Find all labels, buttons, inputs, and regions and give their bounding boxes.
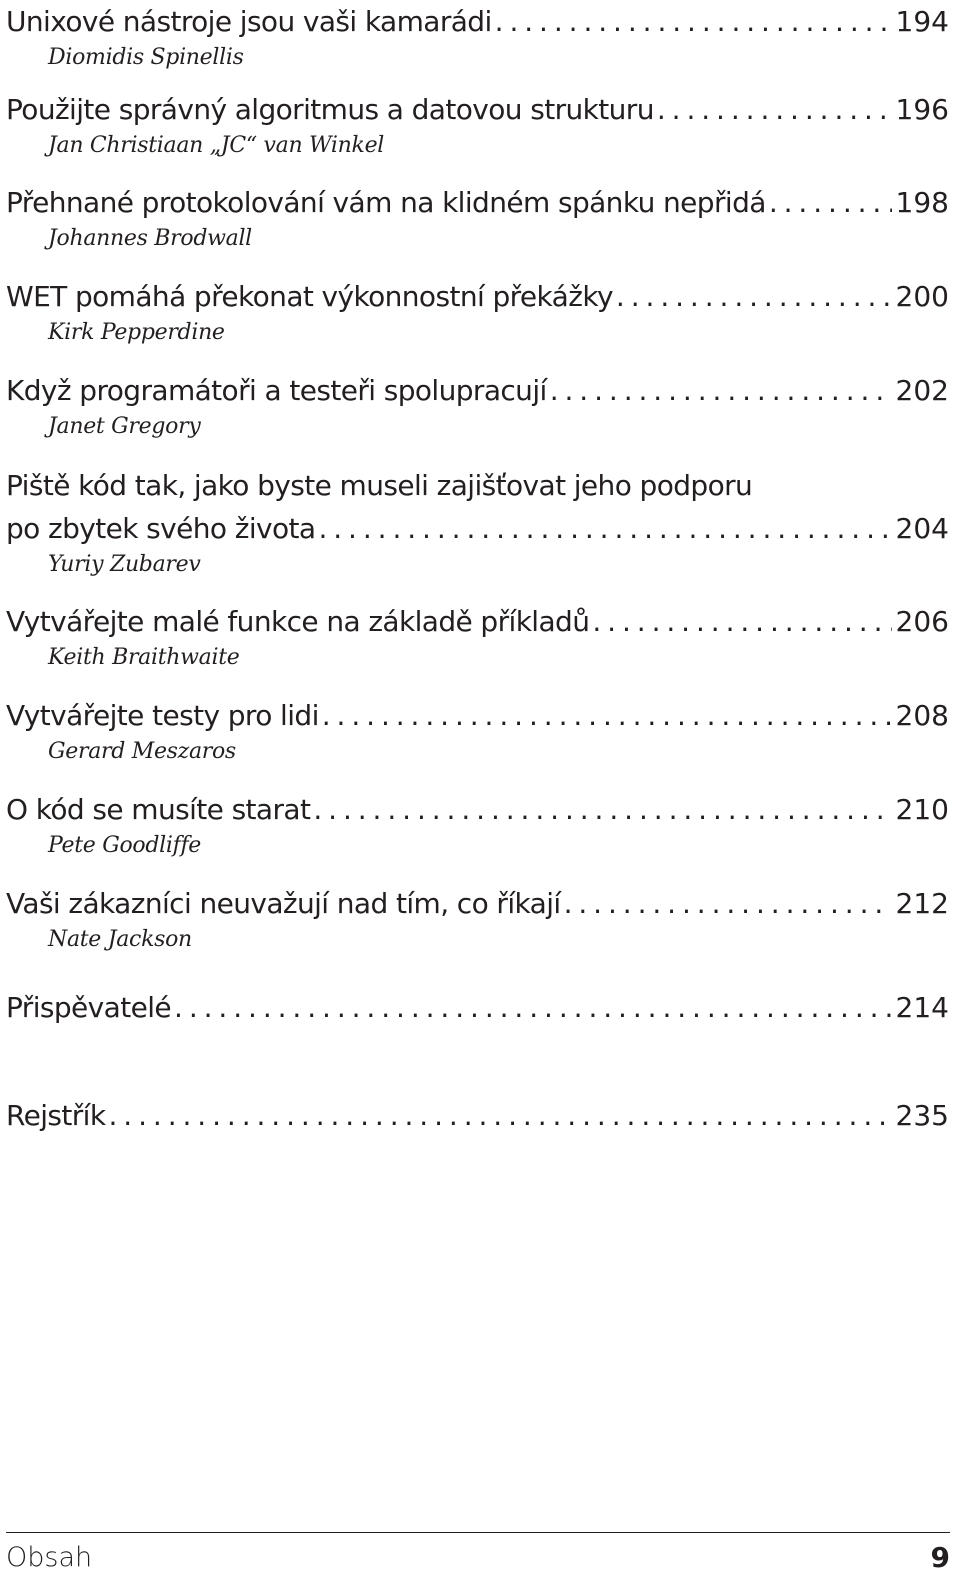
toc-page-number: 208	[895, 699, 949, 732]
toc-entry[interactable]	[6, 369, 949, 442]
footer-section-label: Obsah	[6, 1542, 93, 1573]
toc-page-number: 194	[895, 5, 949, 38]
toc-title-line	[6, 882, 949, 925]
toc-leader-dots	[564, 882, 892, 925]
toc-leader-dots	[550, 369, 892, 412]
toc-author: Janet Gregory	[48, 414, 201, 439]
toc-title: Unixové nástroje jsou vaši kamarádi	[6, 5, 492, 38]
toc-entry[interactable]	[6, 275, 949, 348]
toc-page-number: 212	[895, 887, 949, 920]
toc-title-line	[6, 275, 949, 318]
toc-title-line	[6, 0, 949, 43]
toc-entry[interactable]	[6, 882, 949, 955]
toc-title: Přispěvatelé	[6, 991, 172, 1024]
toc-leader-dots	[313, 788, 891, 831]
toc-page-number: 206	[895, 605, 949, 638]
toc-title: Vytvářejte malé funkce na základě příkladů	[6, 605, 590, 638]
toc-leader-dots	[592, 600, 891, 643]
toc-title-line	[6, 181, 949, 224]
toc-title-line	[6, 986, 949, 1029]
toc-leader-dots	[495, 0, 892, 43]
toc-page-number: 198	[895, 186, 949, 219]
toc-entry[interactable]	[6, 464, 949, 580]
toc-author: Nate Jackson	[48, 927, 192, 952]
toc-title: po zbytek svého života	[6, 512, 316, 545]
toc-entry[interactable]	[6, 88, 949, 161]
toc-author: Jan Christiaan „JC“ van Winkel	[48, 133, 385, 158]
toc-title-line	[6, 88, 949, 131]
toc-leader-dots	[657, 88, 892, 131]
toc-title-line	[6, 369, 949, 412]
toc-title: Použijte správný algoritmus a datovou strukturu	[6, 93, 654, 126]
toc-title-line-1	[6, 464, 949, 507]
toc-leader-dots	[318, 507, 891, 550]
toc-title-line	[6, 507, 949, 550]
toc-author: Johannes Brodwall	[48, 226, 252, 251]
toc-entry[interactable]	[6, 694, 949, 767]
toc-title-line	[6, 694, 949, 737]
toc-author: Kirk Pepperdine	[48, 320, 225, 345]
toc-page-number: 200	[895, 280, 949, 313]
toc-title-first-line: Piště kód tak, jako byste museli zajišťovat jeho podporu	[6, 469, 753, 502]
toc-leader-dots	[108, 1094, 891, 1137]
toc-author: Pete Goodliffe	[48, 833, 202, 858]
toc-page-number: 214	[895, 991, 949, 1024]
toc-leader-dots	[616, 275, 892, 318]
toc-author: Yuriy Zubarev	[48, 552, 201, 577]
toc-title: Přehnané protokolování vám na klidném spánku nepřidá	[6, 186, 766, 219]
toc-entry[interactable]	[6, 0, 949, 73]
toc-author: Keith Braithwaite	[48, 645, 240, 670]
toc-title-line	[6, 1094, 949, 1137]
toc-page-number: 202	[895, 374, 949, 407]
toc-leader-dots	[322, 694, 892, 737]
footer-rule	[6, 1532, 950, 1533]
toc-title: WET pomáhá překonat výkonnostní překážky	[6, 280, 613, 313]
toc-author: Diomidis Spinellis	[48, 45, 244, 70]
toc-page-number: 235	[895, 1099, 949, 1132]
toc-title: Vaši zákazníci neuvažují nad tím, co říkají	[6, 887, 561, 920]
toc-leader-dots	[174, 986, 892, 1029]
toc-page-number: 210	[895, 793, 949, 826]
toc-title-line	[6, 600, 949, 643]
toc-title-line	[6, 788, 949, 831]
toc-author: Gerard Meszaros	[48, 739, 236, 764]
toc-title: O kód se musíte starat	[6, 793, 311, 826]
toc-leader-dots	[769, 181, 892, 224]
toc-title: Když programátoři a testeři spolupracují	[6, 374, 547, 407]
toc-entry[interactable]	[6, 1094, 949, 1137]
toc-title: Rejstřík	[6, 1099, 106, 1132]
toc-page-number: 196	[895, 93, 949, 126]
toc-entry[interactable]	[6, 181, 949, 254]
toc-entry[interactable]	[6, 600, 949, 673]
toc-entry[interactable]	[6, 788, 949, 861]
toc-title: Vytvářejte testy pro lidi	[6, 699, 319, 732]
toc-page-number: 204	[895, 512, 949, 545]
toc-entry[interactable]	[6, 986, 949, 1029]
footer-page-number: 9	[930, 1541, 950, 1574]
